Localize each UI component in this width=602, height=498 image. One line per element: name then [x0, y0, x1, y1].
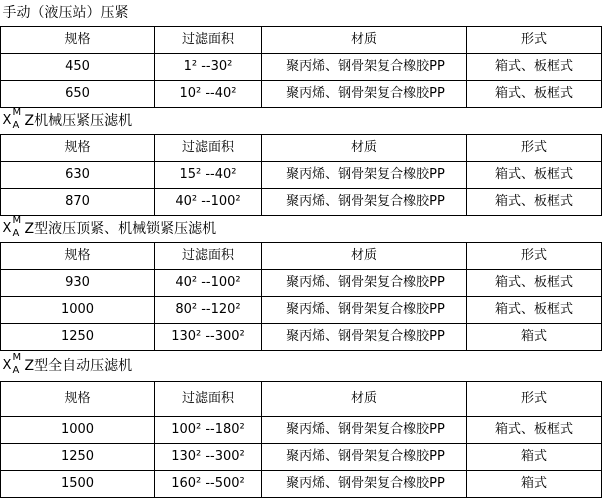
cell-area: 1² --30²	[155, 54, 262, 81]
section-title	[1, 108, 602, 135]
cell-area: 130² --300²	[155, 324, 262, 351]
header-spec: 规格	[1, 135, 155, 162]
cell-spec: 1250	[1, 444, 155, 471]
table-row	[1, 81, 602, 108]
cell-material: 聚丙烯、钢骨架复合橡胶PP	[262, 189, 467, 216]
cell-area: 10² --40²	[155, 81, 262, 108]
table-row	[1, 297, 602, 324]
cell-spec: 930	[1, 270, 155, 297]
cell-spec: 870	[1, 189, 155, 216]
header-material: 材质	[262, 27, 467, 54]
cell-type: 箱式、板框式	[467, 54, 602, 81]
prefix-x: X	[2, 113, 12, 128]
cell-area: 100² --180²	[155, 417, 262, 444]
header-spec: 规格	[1, 382, 155, 417]
section-title-text: Z机械压紧压滤机	[24, 113, 133, 129]
header-area: 过滤面积	[155, 27, 262, 54]
cell-material: 聚丙烯、钢骨架复合橡胶PP	[262, 270, 467, 297]
prefix-a: A	[12, 120, 20, 131]
prefix-m: M	[12, 107, 22, 118]
model-prefix	[2, 352, 25, 376]
cell-type: 箱式、板框式	[467, 189, 602, 216]
header-type: 形式	[467, 135, 602, 162]
header-type: 形式	[467, 382, 602, 417]
cell-spec: 1000	[1, 297, 155, 324]
cell-material: 聚丙烯、钢骨架复合橡胶PP	[262, 417, 467, 444]
prefix-m: M	[12, 352, 22, 363]
section-title-row	[1, 108, 602, 135]
cell-spec: 650	[1, 81, 155, 108]
cell-spec: 1000	[1, 417, 155, 444]
cell-type: 箱式、板框式	[467, 162, 602, 189]
section-title-row	[1, 351, 602, 382]
cell-area: 40² --100²	[155, 189, 262, 216]
cell-area: 40² --100²	[155, 270, 262, 297]
section-title	[1, 216, 602, 243]
cell-material: 聚丙烯、钢骨架复合橡胶PP	[262, 162, 467, 189]
cell-area: 80² --120²	[155, 297, 262, 324]
prefix-a: A	[12, 228, 20, 239]
header-area: 过滤面积	[155, 382, 262, 417]
model-prefix	[2, 215, 25, 239]
cell-material: 聚丙烯、钢骨架复合橡胶PP	[262, 471, 467, 498]
cell-type: 箱式	[467, 471, 602, 498]
header-type: 形式	[467, 27, 602, 54]
table-row	[1, 162, 602, 189]
cell-type: 箱式	[467, 324, 602, 351]
header-spec: 规格	[1, 27, 155, 54]
cell-material: 聚丙烯、钢骨架复合橡胶PP	[262, 81, 467, 108]
cell-area: 160² --500²	[155, 471, 262, 498]
prefix-a: A	[12, 365, 20, 376]
header-spec: 规格	[1, 243, 155, 270]
cell-type: 箱式、板框式	[467, 270, 602, 297]
section-title-text: 手动（液压站）压紧	[2, 5, 129, 21]
header-row	[1, 243, 602, 270]
cell-area: 130² --300²	[155, 444, 262, 471]
table-row	[1, 324, 602, 351]
header-row	[1, 27, 602, 54]
table-row	[1, 189, 602, 216]
cell-material: 聚丙烯、钢骨架复合橡胶PP	[262, 324, 467, 351]
table-row	[1, 417, 602, 444]
header-area: 过滤面积	[155, 243, 262, 270]
cell-type: 箱式	[467, 444, 602, 471]
table-row	[1, 54, 602, 81]
header-material: 材质	[262, 382, 467, 417]
cell-spec: 630	[1, 162, 155, 189]
section-title-text: Z型全自动压滤机	[24, 358, 133, 374]
section-title	[1, 0, 602, 27]
cell-material: 聚丙烯、钢骨架复合橡胶PP	[262, 444, 467, 471]
cell-spec: 1250	[1, 324, 155, 351]
cell-type: 箱式、板框式	[467, 417, 602, 444]
header-row	[1, 382, 602, 417]
cell-spec: 450	[1, 54, 155, 81]
header-area: 过滤面积	[155, 135, 262, 162]
model-prefix	[2, 107, 25, 131]
cell-type: 箱式、板框式	[467, 297, 602, 324]
table-row	[1, 270, 602, 297]
header-row	[1, 135, 602, 162]
header-material: 材质	[262, 243, 467, 270]
section-title	[1, 351, 602, 382]
header-material: 材质	[262, 135, 467, 162]
prefix-m: M	[12, 215, 22, 226]
table-row	[1, 444, 602, 471]
cell-area: 15² --40²	[155, 162, 262, 189]
section-title-row	[1, 216, 602, 243]
cell-material: 聚丙烯、钢骨架复合橡胶PP	[262, 297, 467, 324]
table-row	[1, 471, 602, 498]
cell-type: 箱式、板框式	[467, 81, 602, 108]
cell-material: 聚丙烯、钢骨架复合橡胶PP	[262, 54, 467, 81]
section-title-row	[1, 0, 602, 27]
section-title-text: Z型液压顶紧、机械锁紧压滤机	[24, 221, 217, 237]
prefix-x: X	[2, 358, 12, 373]
cell-spec: 1500	[1, 471, 155, 498]
header-type: 形式	[467, 243, 602, 270]
prefix-x: X	[2, 221, 12, 236]
